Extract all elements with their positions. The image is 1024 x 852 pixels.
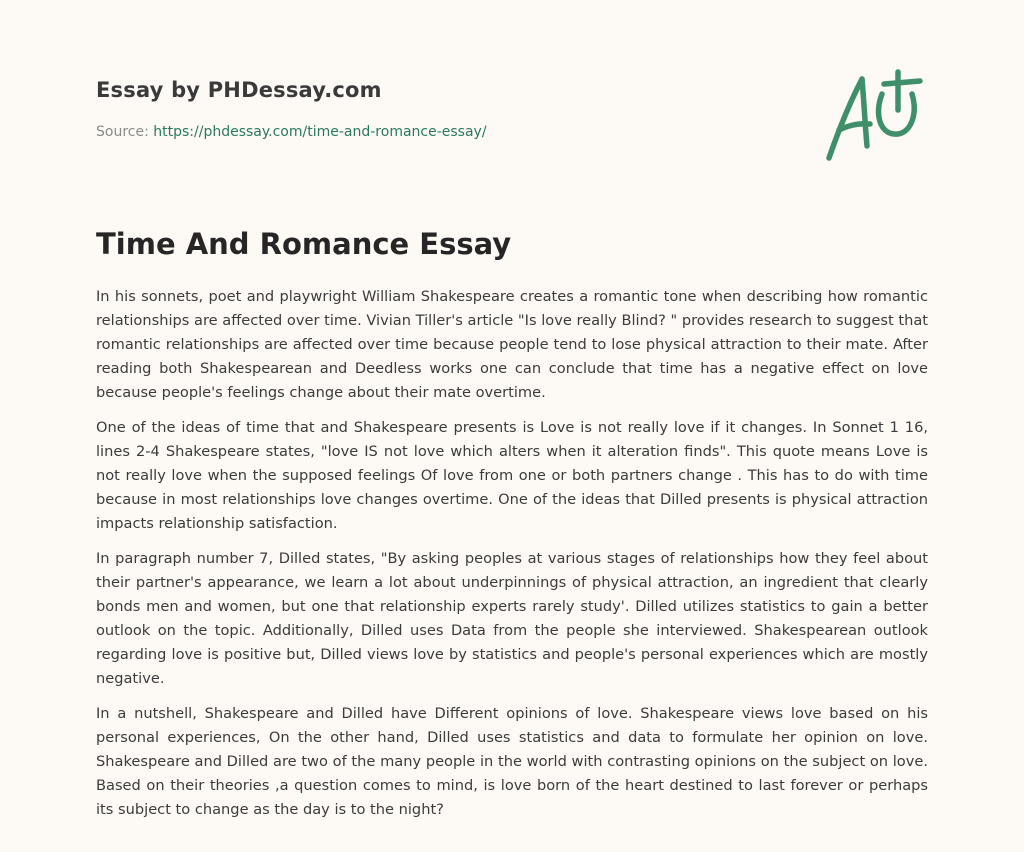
essay-paragraph: In his sonnets, poet and playwright William Shakespeare creates a romantic tone when describing how romantic relationships are affected over time. Vivian Tiller's article "Is love really Blind? " provides research to suggest that romantic relationships are affected over time because people tend to lose physical attraction to their mate. After reading both Shakespearean and Deedless works one can conclude that time has a negative effect on love because people's feelings change about their mate overtime. (96, 288, 928, 401)
a-plus-logo-icon (818, 66, 928, 166)
site-brand: Essay by PHDessay.com (96, 78, 382, 102)
essay-body (96, 285, 928, 833)
source-line (96, 122, 487, 142)
source-label: Source: (96, 124, 154, 140)
essay-title: Time And Romance Essay (96, 227, 512, 261)
source-link[interactable]: https://phdessay.com/time-and-romance-essay/ (153, 124, 487, 140)
essay-paragraph: One of the ideas of time that and Shakespeare presents is Love is not really love if it changes. In Sonnet 1 16, lines 2-4 Shakespeare states, "love IS not love which alters when it alteration finds". This quote means Love is not really love when the supposed feelings Of love from one or both partners change . This has to do with time because in most relationships love changes overtime. One of the ideas that Dilled presents is physical attraction impacts relationship satisfaction. (96, 419, 928, 532)
essay-paragraph: In a nutshell, Shakespeare and Dilled have Different opinions of love. Shakespeare views love based on his personal experiences, On the other hand, Dilled uses statistics and data to formulate her opinion on love. Shakespeare and Dilled are two of the many people in the world with contrasting opinions on the subject on love. Based on their theories ,a question comes to mind, is love born of the heart destined to last forever or perhaps its subject to change as the day is to the night? (96, 705, 928, 818)
essay-paragraph: In paragraph number 7, Dilled states, "By asking peoples at various stages of relationships how they feel about their partner's appearance, we learn a lot about underpinnings of physical attraction, an ingredient that clearly bonds men and women, but one that relationship experts rarely study'. Dilled utilizes statistics to gain a better outlook on the topic. Additionally, Dilled uses Data from the people she interviewed. Shakespearean outlook regarding love is positive but, Dilled views love by statistics and people's personal experiences which are mostly negative. (96, 550, 928, 687)
